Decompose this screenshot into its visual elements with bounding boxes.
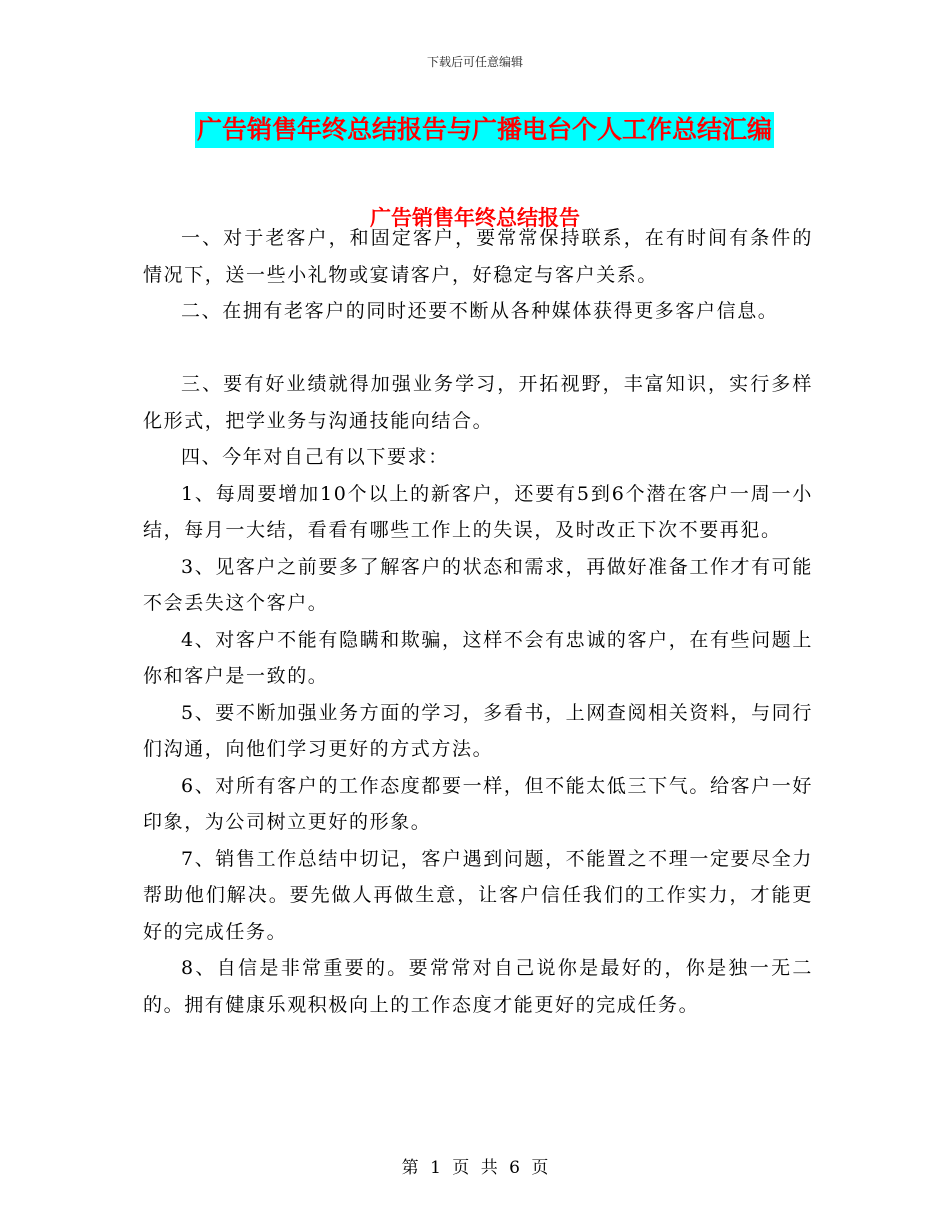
paragraph: 8、自信是非常重要的。要常常对自己说你是最好的，你是独一无二的。拥有健康乐观积极向上的工作态度才能更好的完成任务。	[143, 957, 813, 1016]
paragraph: 4、对客户不能有隐瞒和欺骗，这样不会有忠诚的客户，在有些问题上你和客户是一致的。	[143, 628, 813, 687]
paragraph: 一、对于老客户，和固定客户，要常常保持联系，在有时间有条件的情况下，送一些小礼物或宴请客户，好稳定与客户关系。	[143, 227, 813, 286]
document-title: 广告销售年终总结报告与广播电台个人工作总结汇编	[195, 112, 774, 148]
paragraph: 四、今年对自己有以下要求：	[181, 446, 449, 468]
section-title: 广告销售年终总结报告	[370, 205, 580, 230]
page-footer: 第 1 页 共 6 页	[401, 1158, 549, 1178]
header-note: 下载后可任意编辑	[426, 55, 523, 69]
paragraph: 三、要有好业绩就得加强业务学习，开拓视野，丰富知识，实行多样化形式，把学业务与沟通技能向结合。	[143, 373, 813, 432]
document-body	[143, 220, 813, 1023]
paragraph: 6、对所有客户的工作态度都要一样，但不能太低三下气。给客户一好印象，为公司树立更好的形象。	[143, 774, 813, 833]
paragraph: 5、要不断加强业务方面的学习，多看书，上网查阅相关资料，与同行们沟通，向他们学习更好的方式方法。	[143, 701, 813, 760]
paragraph: 3、见客户之前要多了解客户的状态和需求，再做好准备工作才有可能不会丢失这个客户。	[143, 555, 813, 614]
paragraph: 1、每周要增加10个以上的新客户，还要有5到6个潜在客户一周一小结，每月一大结，看看有哪些工作上的失误，及时改正下次不要再犯。	[143, 482, 813, 541]
paragraph: 二、在拥有老客户的同时还要不断从各种媒体获得更多客户信息。	[181, 300, 779, 322]
paragraph: 7、销售工作总结中切记，客户遇到问题，不能置之不理一定要尽全力帮助他们解决。要先做人再做生意，让客户信任我们的工作实力，才能更好的完成任务。	[143, 847, 813, 943]
